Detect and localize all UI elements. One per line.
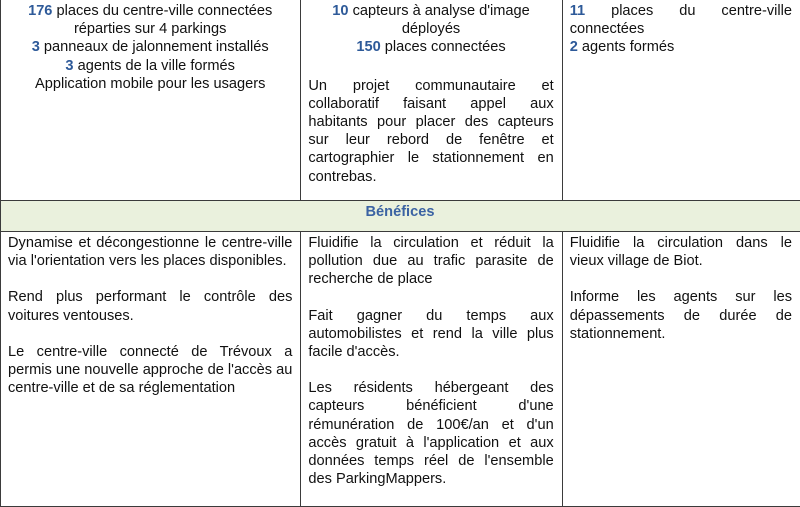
figure-line: connectées [570, 20, 792, 38]
figure-line [308, 2, 553, 20]
figure-line: réparties sur 4 parkings [8, 20, 292, 38]
benefit-paragraph: Informe les agents sur les dépassements de durée de stationnement. [570, 288, 792, 343]
trevoux-benefits-cell [1, 232, 301, 507]
parkingmappers-figures-cell [301, 0, 562, 201]
figure-line [8, 57, 292, 75]
figure-line: Application mobile pour les usagers [8, 75, 292, 93]
benefit-paragraph: Rend plus performant le contrôle des voitures ventouses. [8, 288, 292, 324]
section-header: Bénéfices [1, 201, 800, 232]
figure-text: places connectées [381, 39, 506, 55]
figure-line [570, 38, 792, 56]
figure-number: 150 [356, 39, 380, 55]
figure-line [8, 38, 292, 56]
figure-number: 2 [570, 39, 578, 55]
figure-text: places [611, 2, 653, 20]
benefits-row [1, 232, 800, 507]
figures-row [1, 0, 800, 201]
project-description: Un projet communautaire et collaboratif faisant appel aux habitants pour placer des capteurs sur leur rebord de fenêtre et cartographier le stationnement en contrebas. [308, 77, 553, 186]
biot-figures-cell [562, 0, 800, 201]
figure-number: 3 [65, 58, 73, 74]
figure-number: 3 [32, 39, 40, 55]
benefit-paragraph: Dynamise et décongestionne le centre-ville via l'orientation vers les places disponibles. [8, 234, 292, 270]
figure-text: agents de la ville formés [74, 58, 235, 74]
figure-number: 10 [332, 3, 348, 19]
figure-text: capteurs à analyse d'image [349, 3, 530, 19]
section-header-row [1, 201, 800, 232]
benefit-paragraph: Fait gagner du temps aux automobilistes et rend la ville plus facile d'accès. [308, 307, 553, 362]
figure-text: panneaux de jalonnement installés [40, 39, 269, 55]
figure-line [570, 2, 792, 20]
figure-text: centre-ville [721, 2, 792, 20]
figure-number: 11 [570, 2, 585, 20]
parkingmappers-benefits-cell [301, 232, 562, 507]
figure-line [8, 2, 292, 20]
figure-number: 176 [28, 3, 52, 19]
benefit-paragraph: Fluidifie la circulation et réduit la pollution due au trafic parasite de recherche de place [308, 234, 553, 289]
benefit-paragraph: Le centre-ville connecté de Trévoux a permis une nouvelle approche de l'accès au centre-ville et de sa réglementation [8, 343, 292, 398]
figure-line: déployés [308, 20, 553, 38]
figure-text: places du centre-ville connectées [52, 3, 272, 19]
figure-line [308, 38, 553, 56]
figure-text: agents formés [578, 39, 675, 55]
benefit-paragraph: Les résidents hébergeant des capteurs bénéficient d'une rémunération de 100€/an et d'un accès gratuit à l'application et aux données temps réel de l'ensemble des ParkingMappers. [308, 379, 553, 488]
trevoux-figures-cell [1, 0, 301, 201]
biot-benefits-cell [562, 232, 800, 507]
figure-text: du [679, 2, 695, 20]
benefit-paragraph: Fluidifie la circulation dans le vieux village de Biot. [570, 234, 792, 270]
